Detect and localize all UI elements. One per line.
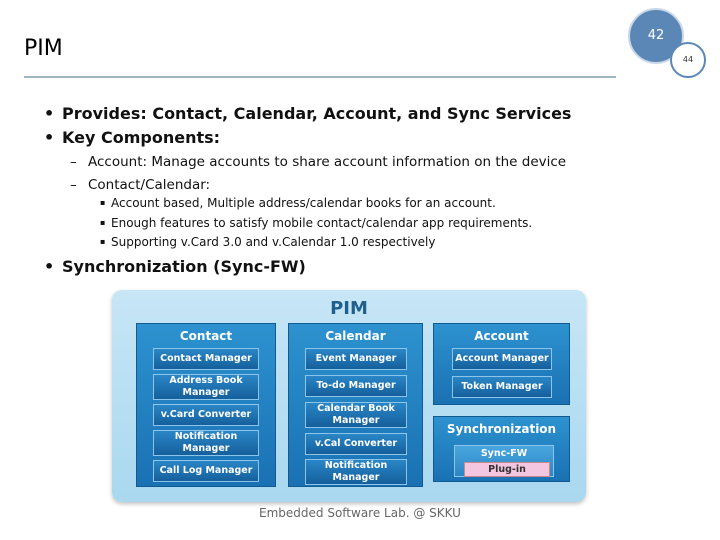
call-log-manager-box: Call Log Manager [153,460,259,482]
token-manager-box: Token Manager [452,376,552,398]
event-manager-box: Event Manager [305,348,407,370]
calendar-column-title: Calendar [325,329,386,343]
contact-notification-manager-box: Notification Manager [153,430,259,456]
detail-enough-features: ▪ Enough features to satisfy mobile contact/calendar app requirements. [100,216,533,230]
page-number-small-badge: 44 [670,42,706,78]
pim-architecture-diagram [112,290,586,502]
synchronization-box [433,416,570,482]
bullet-key-components: • Key Components: [44,128,221,147]
page-number-badge: 42 [628,8,684,64]
detail-account-based: ▪ Account based, Multiple address/calendar books for an account. [100,196,496,210]
todo-manager-box: To-do Manager [305,375,407,397]
footer: Embedded Software Lab. @ SKKU [259,506,461,520]
bullet-provides: • Provides: Contact, Calendar, Account, and Sync Services [44,104,572,123]
contact-manager-box: Contact Manager [153,348,259,370]
subbullet-account: – Account: Manage accounts to share account information on the device [70,154,567,170]
contact-column-title: Contact [179,329,233,343]
account-column [433,323,570,405]
slide-title: PIM [24,36,63,61]
title-underline [24,76,616,78]
account-column-title: Account [474,329,529,343]
detail-vcard-support: ▪ Supporting v.Card 3.0 and v.Calendar 1.0 respectively [100,235,436,249]
calendar-notification-manager-box: Notification Manager [305,459,407,485]
bullet-synchronization: • Synchronization (Sync-FW) [44,257,306,276]
contact-column [136,323,276,487]
calendar-column [288,323,423,487]
account-manager-box: Account Manager [452,348,552,370]
subbullet-contact-calendar: – Contact/Calendar: [70,177,211,193]
plugin-box: Plug-in [464,462,550,477]
address-book-manager-box: Address Book Manager [153,374,259,400]
calendar-book-manager-box: Calendar Book Manager [305,402,407,428]
diagram-title: PIM [330,298,368,319]
synchronization-title: Synchronization [446,422,557,436]
vcal-converter-box: v.Cal Converter [305,433,407,455]
sync-fw-label: Sync-FW [480,448,528,459]
vcard-converter-box: v.Card Converter [153,404,259,426]
